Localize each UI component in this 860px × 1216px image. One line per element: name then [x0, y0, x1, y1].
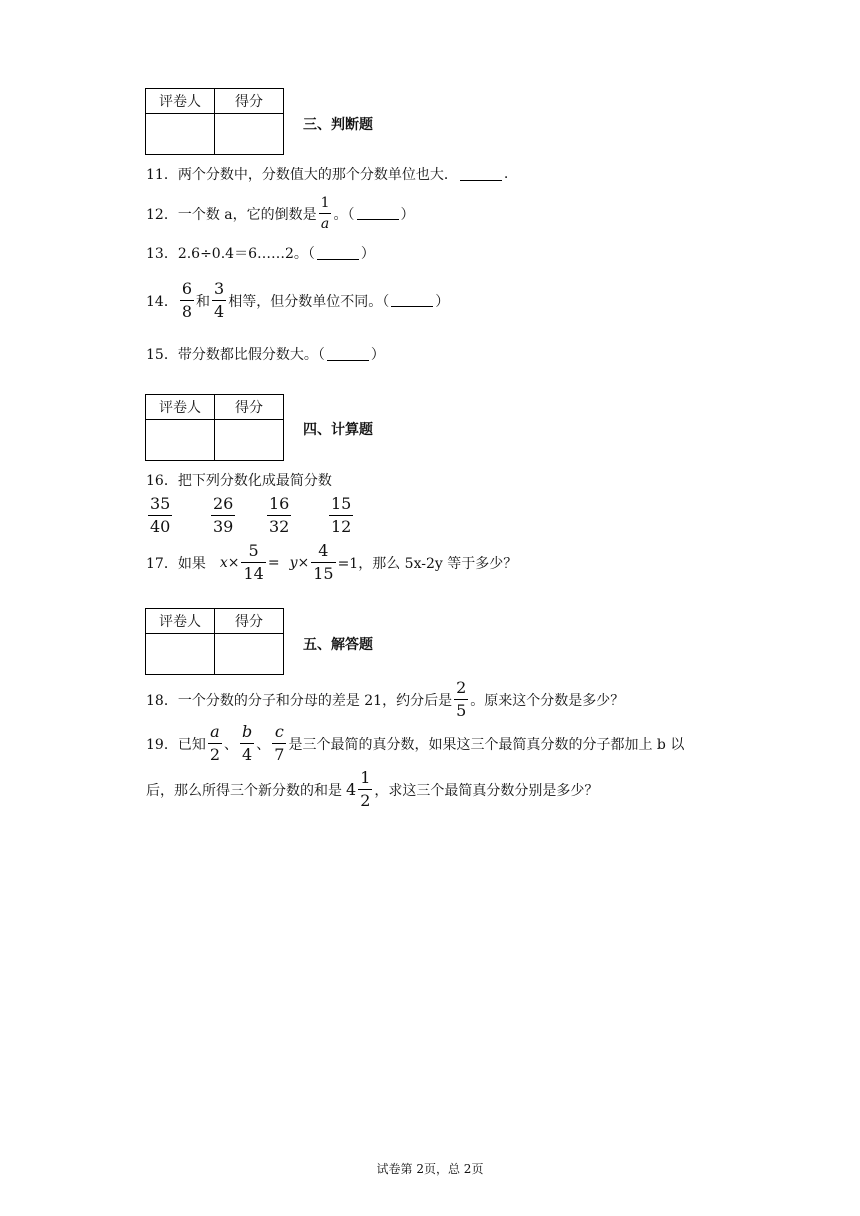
score-cell[interactable] [215, 420, 284, 461]
grader-cell[interactable] [146, 114, 215, 155]
question-15: 15．带分数都比假分数大。（ ） [146, 347, 385, 363]
fraction: $\frac{a}{2}$ [209, 722, 221, 764]
mixed-fraction: $\frac{1}{2}$ [360, 768, 371, 810]
score-header: 得分 [215, 395, 284, 420]
fraction-item: $\frac{35}{40}$ [150, 494, 171, 536]
question-12: 12．一个数 a，它的倒数是 $\frac{1}{a}$ 。（ ） [146, 195, 415, 232]
fraction: $\frac{b}{4}$ [242, 722, 253, 764]
question-19: 19．已知 $\frac{a}{2}$ 、 $\frac{b}{4}$ 、 $\frac{c}{7}$ 是三个最简的真分数，如果这三个最简真分数的分子都加上 b 以 [146, 722, 685, 764]
page-footer: 试卷第 2页，总 2页 [376, 1162, 484, 1176]
score-header: 得分 [215, 609, 284, 634]
fraction: $\frac{c}{7}$ [274, 722, 285, 764]
question-18: 18．一个分数的分子和分母的差是 21，约分后是 $\frac{2}{5}$ 。原来这个分数是多少？ [146, 678, 625, 720]
score-cell[interactable] [215, 634, 284, 675]
fraction-item: $\frac{26}{39}$ [213, 494, 234, 536]
question-14: 14． $\frac{6}{8}$ 和 $\frac{3}{4}$ 相等，但分数单位不同。（ ） [146, 279, 450, 321]
fraction-item: $\frac{16}{32}$ [269, 494, 290, 536]
fraction: $\frac{4}{15}$ [313, 541, 334, 583]
section-title-judgment: 三、判断题 [303, 117, 373, 133]
score-cell[interactable] [215, 114, 284, 155]
answer-blank[interactable] [357, 207, 399, 220]
fraction: $\frac{2}{5}$ [456, 678, 467, 720]
section-title-answer: 五、解答题 [303, 637, 373, 653]
fraction: $\frac{1}{a}$ [320, 195, 330, 232]
answer-blank[interactable] [460, 168, 502, 181]
score-header: 得分 [215, 89, 284, 114]
question-13: 13．2.6÷0.4＝6……2。（ ） [146, 246, 375, 262]
question-17: 17．如果 x × $\frac{5}{14}$ = y × $\frac{4}{15}$ =1，那么 5x-2y 等于多少？ [146, 541, 518, 583]
answer-blank[interactable] [317, 247, 359, 260]
fraction: $\frac{3}{4}$ [214, 279, 225, 321]
question-16: 16．把下列分数化成最简分数 [146, 473, 332, 489]
score-table-1 [145, 88, 284, 155]
answer-blank[interactable] [391, 294, 433, 307]
grader-header: 评卷人 [146, 395, 215, 420]
fraction: $\frac{5}{14}$ [243, 541, 264, 583]
question-19-continued: 后，那么所得三个新分数的和是 4 $\frac{1}{2}$ ，求这三个最简真分数分别是多少？ [146, 768, 599, 810]
answer-blank[interactable] [327, 348, 369, 361]
score-table-3 [145, 608, 284, 675]
grader-cell[interactable] [146, 634, 215, 675]
fraction-item: $\frac{15}{12}$ [331, 494, 352, 536]
grader-header: 评卷人 [146, 89, 215, 114]
fraction: $\frac{6}{8}$ [181, 279, 193, 321]
section-title-calculation: 四、计算题 [303, 422, 373, 438]
score-table-2 [145, 394, 284, 461]
grader-header: 评卷人 [146, 609, 215, 634]
question-11: 11．两个分数中，分数值大的那个分数单位也大． . [146, 166, 509, 183]
grader-cell[interactable] [146, 420, 215, 461]
